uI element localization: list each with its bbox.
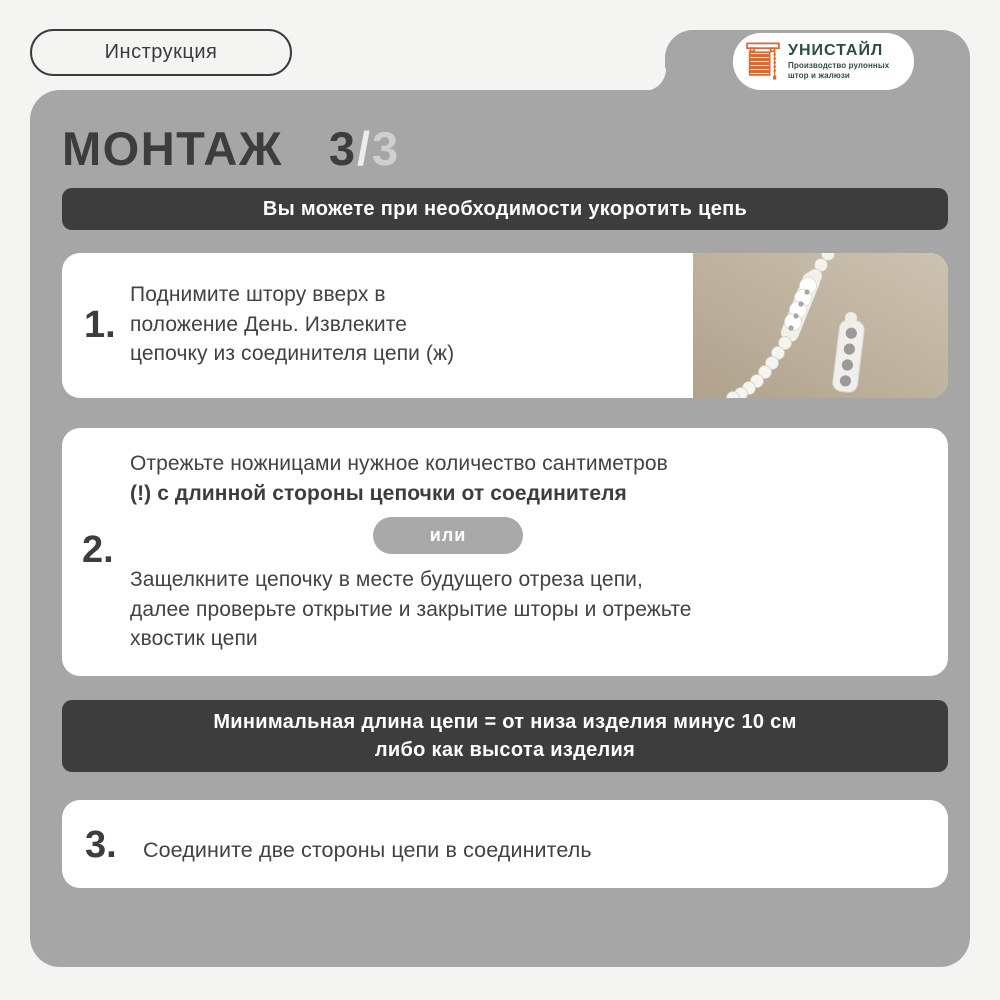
or-divider-pill: или bbox=[373, 517, 523, 554]
page-counter: 3/3 bbox=[328, 122, 401, 175]
step-1-number: 1. bbox=[84, 304, 116, 346]
banner-shorten-chain: Вы можете при необходимости укоротить цепь bbox=[62, 188, 948, 230]
step-3-text: Соедините две стороны цепи в соединитель bbox=[143, 838, 592, 862]
step-2-intro: Отрежьте ножницами нужное количество сантиметров (!) с длинной стороны цепочки от соединителя bbox=[130, 452, 668, 505]
step-2-card bbox=[62, 428, 948, 676]
step-2-alternative: Защелкните цепочку в месте будущего отреза цепи, далее проверьте открытие и закрытие шторы и отрежьте хвостик цепи bbox=[130, 568, 692, 650]
step-1-card bbox=[62, 253, 948, 398]
banner-min-chain-length: Минимальная длина цепи = от низа изделия минус 10 см либо как высота изделия bbox=[62, 700, 948, 772]
page-title-text: МОНТАЖ bbox=[62, 122, 283, 175]
page-title bbox=[62, 121, 400, 176]
chain-photo bbox=[693, 253, 948, 398]
step-3-card bbox=[62, 800, 948, 888]
logo-subtitle: Производство рулонных штор и жалюзи bbox=[788, 61, 890, 80]
tab-fillet bbox=[643, 68, 666, 91]
instruction-badge-label: Инструкция bbox=[104, 41, 218, 63]
step-2-number: 2. bbox=[82, 529, 114, 571]
blinds-icon bbox=[746, 41, 780, 82]
company-logo bbox=[733, 33, 914, 90]
logo-text bbox=[788, 43, 889, 81]
instruction-badge bbox=[30, 29, 292, 76]
step-3-number: 3. bbox=[85, 824, 117, 866]
step-1-text: Поднимите штору вверх в положение День. Извлеките цепочку из соединителя цепи (ж) bbox=[130, 283, 455, 365]
logo-brand-name: УНИСТАЙЛ bbox=[788, 41, 884, 59]
